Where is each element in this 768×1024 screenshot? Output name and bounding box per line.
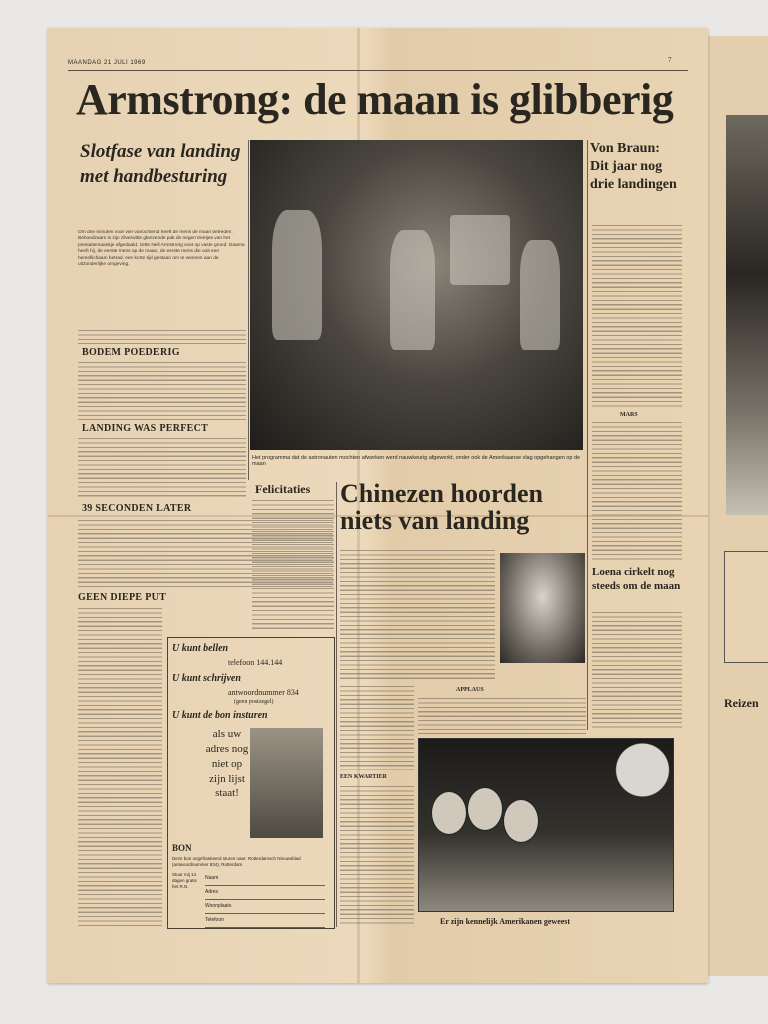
top-rule (68, 70, 688, 71)
photo-caption: Het programma dat de astronauten mochten afwerken werd nauwkeurig afgewerkt, onder ook de Amerikaanse vlag opgehangen op de maan (252, 455, 581, 467)
section-heading: APPLAUS (456, 687, 484, 693)
section-heading: MARS (620, 412, 638, 418)
loena-heading: Loena cirkelt nog steeds om de maan (592, 566, 681, 593)
moon-photo (250, 140, 583, 450)
text-block (78, 330, 246, 344)
lunar-module-leg (390, 230, 435, 350)
coupon-line: telefoon 144.144 (228, 658, 283, 667)
lead-paragraph: Om drie minuten voor vier vanochtend heeft de mens de maan betreden. Behoedzaam is zijn zilverwitte glanzende pak de negen treetjes van het prestatiemaankje afgedaald, zette Neil Armstrong voet op vaste grond. Daarna heeft hij, de eerste mens op de maan, de eerste mens die ooit een hemellichaam betrad, een korte tijd gestaan om te wennen aan de uitzonderlijke omgeving. (78, 230, 245, 268)
text-column (252, 500, 334, 630)
section-heading: BODEM POEDERIG (82, 347, 180, 358)
coupon-title: BON (172, 843, 192, 853)
column-rule (587, 140, 588, 730)
coupon-desc: Deze bon ongefrankeerd sturen naar: Rotterdamsch Nieuwsblad (antwoordnummer 834), Rotterdam (172, 856, 301, 867)
coupon-field-adres: Adres (205, 886, 325, 900)
coupon-photo (250, 728, 323, 838)
coupon-line: U kunt de bon insturen (172, 710, 268, 721)
coupon-side-note: Stuur mij 14 dagen gratis het R.N. (172, 872, 197, 889)
text-column (340, 686, 414, 770)
section-heading: GEEN DIEPE PUT (78, 592, 167, 603)
text-block (78, 362, 246, 420)
text-block (418, 698, 586, 734)
subhead-left: Slotfase van landing met handbesturing (80, 141, 241, 187)
subhead-right: Von Braun: Dit jaar nog drie landingen (590, 141, 677, 192)
drawing-caption: Er zijn kennelijk Amerikanen geweest (440, 917, 571, 926)
coupon-field-naam: Naam (205, 872, 325, 886)
column-rule (248, 140, 249, 480)
astronaut-face (503, 799, 539, 843)
coupon-fields (205, 872, 325, 928)
text-column (340, 786, 414, 926)
coupon-field-woonplaats: Woonplaats (205, 900, 325, 914)
main-headline: Armstrong: de maan is glibberig (76, 75, 674, 124)
next-page-graph (724, 551, 768, 663)
flag (450, 215, 510, 285)
chinezen-headline: Chinezen hoorden niets van landing (340, 479, 543, 536)
coupon-line: U kunt bellen (172, 643, 229, 654)
text-column (592, 225, 682, 407)
coupon-line: als uw adres nog niet op zijn lijst staat! (205, 728, 249, 800)
section-heading: 39 SECONDEN LATER (82, 503, 192, 514)
text-column (592, 422, 682, 562)
next-page-heading: Reizen (724, 696, 759, 710)
astronaut-face (431, 791, 467, 835)
felicitaties-heading: Felicitaties (255, 482, 311, 496)
astronaut-figure (272, 210, 322, 340)
column-rule (336, 482, 337, 927)
text-block (78, 438, 246, 498)
section-heading: LANDING WAS PERFECT (82, 423, 209, 434)
next-page-photo (726, 115, 768, 515)
dateline: MAANDAG 21 JULI 1969 (68, 60, 146, 66)
coupon-line: U kunt schrijven (172, 673, 241, 684)
astronaut-photo (500, 553, 585, 663)
coupon-field-telefoon: Telefoon (205, 914, 325, 928)
text-column (78, 608, 162, 928)
text-column (340, 550, 495, 680)
page-number: 7 (668, 56, 672, 64)
text-column (592, 612, 682, 730)
astronaut-face (467, 787, 503, 831)
cartoon-drawing (418, 738, 674, 912)
astronaut-figure-2 (520, 240, 560, 350)
coupon-line: (geen postzegel) (234, 699, 274, 705)
coupon-line: antwoordnummer 834 (228, 688, 299, 697)
section-heading: EEN KWARTIER (340, 774, 387, 780)
